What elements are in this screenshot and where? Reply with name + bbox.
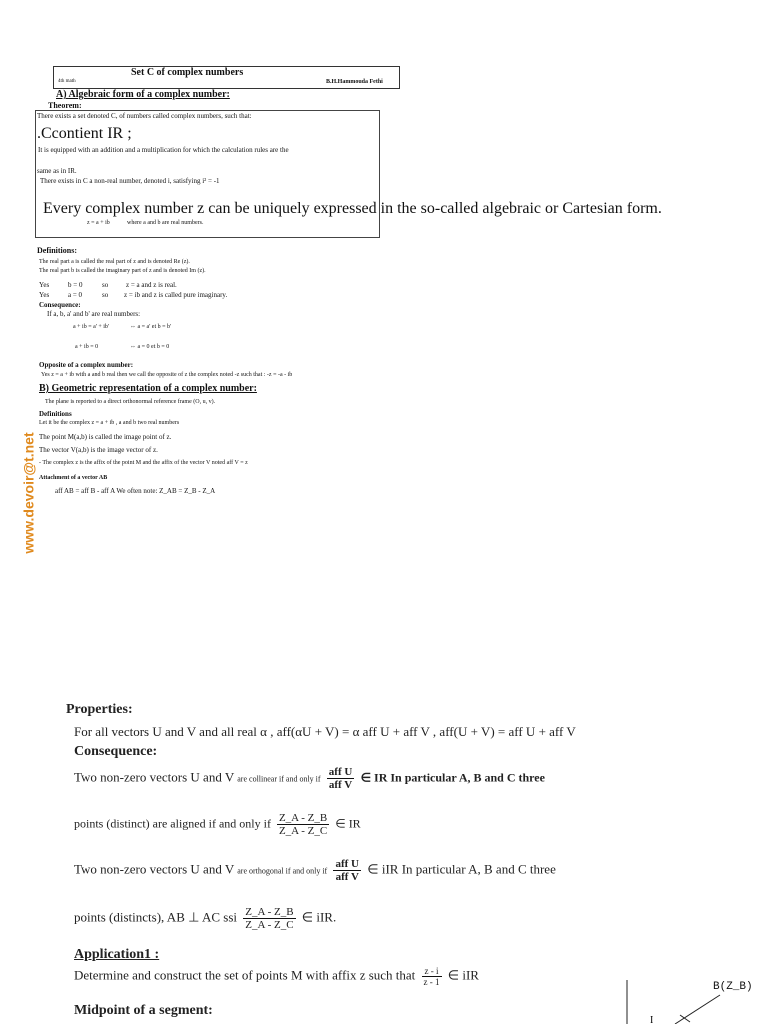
section-b-intro: The plane is reported to a direct orthonormal reference frame (O, u, v). — [45, 399, 216, 405]
consequence-label: Consequence: — [39, 301, 81, 309]
section-a-heading: A) Algebraic form of a complex number: — [56, 89, 230, 100]
orthogonal-pre: Two non-zero vectors U and V — [74, 861, 234, 877]
aligned-fraction — [277, 812, 329, 837]
opposite-label: Opposite of a complex number: — [39, 361, 134, 369]
algebraic-form-note: where a and b are real numbers. — [127, 220, 204, 226]
collinear-line — [74, 766, 545, 791]
orthogonal-condition: are orthogonal if and only if — [237, 866, 328, 876]
attachment-text: aff AB = aff B - aff A We often note: Z_AB = Z_B - Z_A — [55, 487, 216, 495]
orthogonal-post: ∈ iIR In particular A, B and C three — [367, 861, 556, 877]
grade-label: 4th math — [58, 79, 76, 84]
application-den: z - 1 — [423, 977, 440, 987]
perpendicular-num: Z_A - Z_B — [245, 906, 294, 918]
perpendicular-den: Z_A - Z_C — [245, 919, 294, 931]
midpoint-label: Midpoint of a segment: — [74, 1003, 213, 1018]
orthogonal-line — [74, 858, 556, 883]
consequence-eq1-left: a + ib = a' + ib' — [73, 324, 109, 330]
aligned-pre: points (distinct) are aligned if and only if — [74, 816, 271, 831]
application-num: z - i — [422, 966, 442, 977]
attachment-label: Attachment of a vector AB — [39, 475, 108, 481]
yes-imag-c: so — [102, 291, 109, 299]
orthogonal-den: aff V — [335, 871, 359, 883]
definitions-b-text: Let it be the complex z = a + ib , a and b two real numbers — [39, 420, 180, 426]
figure-segment-line — [675, 995, 720, 1024]
collinear-pre: Two non-zero vectors U and V — [74, 769, 234, 785]
collinear-condition: are collinear if and only if — [237, 774, 321, 784]
collinear-num: aff U — [328, 766, 353, 778]
opposite-text: Yes z = a + ib with a and b real then we call the opposite of z the complex noted -z such that : -z = -a - ib — [41, 372, 293, 378]
perpendicular-fraction — [243, 906, 295, 931]
application-line — [74, 966, 479, 987]
definition-imag-part: The real part b is called the imaginary part of z and is denoted Im (z). — [39, 268, 206, 274]
properties-label: Properties: — [66, 702, 133, 717]
aligned-num: Z_A - Z_B — [278, 812, 328, 824]
theorem-line-3: It is equipped with an addition and a multiplication for which the calculation rules are the — [38, 146, 289, 154]
orthogonal-num: aff U — [335, 858, 360, 870]
orthogonal-fraction — [333, 858, 361, 883]
consequence-lower-label: Consequence: — [74, 744, 158, 759]
yes-imag-b: a = 0 — [68, 291, 83, 299]
consequence-eq1-right: ⇔ a = a' et b = b' — [130, 324, 172, 330]
theorem-label: Theorem: — [48, 101, 82, 110]
application-text: Determine and construct the set of points M with affix z such that — [74, 967, 416, 983]
algebraic-form: z = a + ib — [87, 220, 110, 226]
theorem-line-4: same as in IR. — [37, 167, 77, 175]
image-vector-line: The vector V(a,b) is the image vector of z. — [39, 446, 158, 454]
affix-line: - The complex z is the affix of the point M and the affix of the vector V noted aff V = z — [39, 460, 248, 466]
yes-real-b: b = 0 — [68, 281, 83, 289]
yes-imag-a: Yes — [39, 291, 50, 299]
aligned-post: ∈ IR — [335, 816, 361, 831]
theorem-line-5: There exists in C a non-real number, denoted i, satisfying i² = -1 — [40, 177, 220, 185]
watermark-text: www.devoir@t.net — [20, 432, 37, 554]
perpendicular-post: ∈ iIR. — [301, 909, 337, 925]
definitions-label: Definitions: — [37, 246, 77, 255]
figure-small-mark: I — [650, 1015, 654, 1024]
section-b-heading: B) Geometric representation of a complex number: — [39, 383, 257, 394]
collinear-post: ∈ IR In particular A, B and C three — [360, 770, 545, 785]
yes-real-c: so — [102, 281, 109, 289]
page-title: Set C of complex numbers — [131, 67, 244, 78]
theorem-line-2: .Ccontient IR ; — [37, 125, 132, 142]
aligned-line — [74, 812, 361, 837]
consequence-eq2-left: a + ib = 0 — [75, 344, 99, 350]
consequence-text: If a, b, a' and b' are real numbers: — [47, 310, 141, 318]
yes-imag-d: z = ib and z is called pure imaginary. — [124, 291, 228, 299]
application-post: ∈ iIR — [447, 967, 479, 983]
perpendicular-pre: points (distincts), AB ⊥ AC ssi — [74, 909, 238, 925]
collinear-den: aff V — [328, 779, 353, 791]
yes-real-d: z = a and z is real. — [126, 281, 177, 289]
theorem-line-6: Every complex number z can be uniquely expressed in the so-called algebraic or Cartesian form. — [43, 200, 662, 217]
author-label: B.H.Hammouda Fethi — [326, 79, 383, 85]
figure-tick-line — [680, 1015, 690, 1022]
image-point-line: The point M(a,b) is called the image point of z. — [39, 433, 172, 441]
consequence-eq2-right: ⇔ a = 0 et b = 0 — [130, 344, 170, 350]
yes-real-a: Yes — [39, 281, 50, 289]
aligned-den: Z_A - Z_C — [278, 825, 328, 837]
application-label: Application1 : — [74, 947, 160, 962]
definitions-b-label: Definitions — [39, 410, 72, 418]
figure-point-b-label: B(Z_B) — [713, 981, 753, 993]
collinear-fraction — [327, 766, 355, 791]
theorem-line-1: There exists a set denoted C, of numbers called complex numbers, such that: — [37, 112, 252, 120]
application-fraction — [422, 966, 442, 987]
definition-real-part: The real part a is called the real part of z and is denoted Re (z). — [39, 259, 190, 265]
properties-line: For all vectors U and V and all real α , aff(αU + V) = α aff U + aff V , aff(U + V) = aff U + aff V — [74, 724, 576, 739]
perpendicular-line — [74, 906, 336, 931]
